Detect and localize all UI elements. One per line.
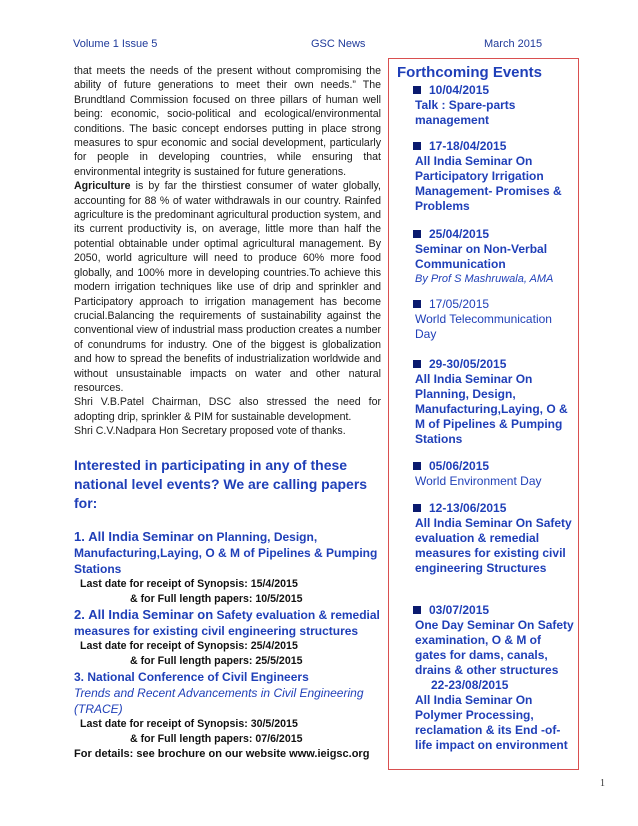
seminar-title bbox=[74, 669, 381, 685]
paragraph-vote-of-thanks: Shri C.V.Nadpara Hon Secretary proposed vote of thanks. bbox=[74, 425, 346, 438]
seminar-title bbox=[74, 607, 381, 639]
synopsis-deadline: Last date for receipt of Synopsis: 25/4/2015 bbox=[80, 639, 298, 652]
event-name: All India Seminar On Planning, Design, Manufacturing,Laying, O & M of Pipelines & Pumping Stations bbox=[415, 372, 568, 446]
event-date-text: 10/04/2015 bbox=[429, 83, 490, 97]
seminar-topic: Planning, Design, Manufacturing,Laying, O & M of Pipelines & Pumping Stations bbox=[74, 529, 378, 576]
event-date-text: 29-30/05/2015 bbox=[429, 357, 507, 371]
event-speaker: By Prof S Mashruwala, AMA bbox=[415, 273, 554, 285]
seminar-number: 2. bbox=[74, 606, 85, 622]
event-date bbox=[413, 297, 575, 312]
event-date bbox=[413, 139, 575, 154]
event-date bbox=[413, 357, 575, 372]
paragraph-agriculture bbox=[74, 179, 381, 395]
square-bullet-icon bbox=[413, 462, 421, 470]
newsletter-name: GSC News bbox=[311, 38, 366, 50]
event-date bbox=[413, 83, 575, 98]
volume-issue: Volume 1 Issue 5 bbox=[73, 38, 158, 50]
square-bullet-icon bbox=[413, 504, 421, 512]
seminar-prefix: All India Seminar on bbox=[88, 528, 214, 544]
event-name: World Environment Day bbox=[415, 474, 542, 488]
page-number: 1 bbox=[600, 778, 605, 789]
seminar-number: 1. bbox=[74, 528, 85, 544]
event-date-text: 12-13/06/2015 bbox=[429, 501, 507, 515]
event-date bbox=[413, 603, 575, 618]
event-date-text: 25/04/2015 bbox=[429, 227, 490, 241]
square-bullet-icon bbox=[413, 606, 421, 614]
event-date bbox=[413, 227, 575, 242]
seminar-number: 3. bbox=[74, 669, 85, 684]
event-name: All India Seminar On Polymer Processing, reclamation & its End -of-life impact on environment bbox=[415, 693, 568, 752]
square-bullet-icon bbox=[413, 86, 421, 94]
event-item bbox=[415, 139, 575, 214]
page-header bbox=[0, 38, 638, 54]
event-date-text: 17/05/2015 bbox=[429, 297, 490, 311]
event-date-text: 03/07/2015 bbox=[429, 603, 490, 617]
seminar-title bbox=[74, 529, 381, 577]
paper-deadline: & for Full length papers: 07/6/2015 bbox=[130, 732, 303, 745]
seminar-prefix: All India Seminar on bbox=[88, 606, 214, 622]
event-name: One Day Seminar On Safety examination, O & M of gates for dams, canals, drains & other structures bbox=[415, 618, 574, 677]
forthcoming-events-box bbox=[388, 58, 579, 770]
event-item bbox=[415, 83, 575, 128]
event-item bbox=[415, 501, 575, 576]
square-bullet-icon bbox=[413, 300, 421, 308]
forthcoming-events-title: Forthcoming Events bbox=[397, 64, 543, 81]
event-date: 22-23/08/2015 bbox=[431, 678, 509, 692]
issue-date: March 2015 bbox=[484, 38, 543, 50]
paragraph-sustainability: that meets the needs of the present without compromising the ability of future generations to meet their own needs.” The Brundtland Commission focused on three pillars of human well being: economic, socio-political and ecological/environmental conditions. The basic concept endorses putting in place strong measures to spur economic and social development, particularly for people in developing countries, while ensuring that environmental integrity is sustained for future generations. bbox=[74, 65, 381, 178]
event-item bbox=[415, 603, 575, 753]
event-name: World Telecommunication Day bbox=[415, 312, 552, 341]
seminar-2 bbox=[74, 607, 381, 669]
seminar-3 bbox=[74, 669, 381, 747]
event-item bbox=[415, 227, 575, 287]
square-bullet-icon bbox=[413, 230, 421, 238]
square-bullet-icon bbox=[413, 142, 421, 150]
event-name: All India Seminar On Safety evaluation & remedial measures for existing civil engineering Structures bbox=[415, 516, 572, 575]
event-item bbox=[415, 459, 575, 489]
paper-deadline: & for Full length papers: 10/5/2015 bbox=[130, 592, 303, 605]
seminar-topic: Safety evaluation & remedial measures for existing civil engineering structures bbox=[74, 607, 380, 638]
event-item bbox=[415, 297, 575, 342]
event-name: Seminar on Non-Verbal Communication bbox=[415, 242, 548, 271]
event-date-text: 17-18/04/2015 bbox=[429, 139, 507, 153]
square-bullet-icon bbox=[413, 360, 421, 368]
call-for-papers-heading: Interested in participating in any of these national level events? We are calling papers for: bbox=[74, 456, 368, 511]
seminar-prefix: National Conference of Civil Engineers bbox=[87, 669, 309, 684]
details-website: For details: see brochure on our website www.ieigsc.org bbox=[74, 747, 370, 760]
event-name: Talk : Spare-parts management bbox=[415, 98, 516, 127]
event-date bbox=[413, 459, 575, 474]
paper-deadline: & for Full length papers: 25/5/2015 bbox=[130, 654, 303, 667]
paragraph-chairman: Shri V.B.Patel Chairman, DSC also stressed the need for adopting drip, sprinkler & PIM for sustainable development. bbox=[74, 396, 381, 423]
synopsis-deadline: Last date for receipt of Synopsis: 15/4/2015 bbox=[80, 577, 298, 590]
main-column bbox=[74, 64, 381, 762]
agriculture-text: is by far the thirstiest consumer of water globally, accounting for 88 % of water withdrawals in our country. Rainfed agriculture is the predominant agricultural production system, and its current productivity is, on average, little more than half the potential obtainable under optimal agricultural management. By 2050, world agriculture will need to produce 60% more food globally, and 100% more in developing countries.To achieve this modern irrigation techniques like use of drip and sprinkler and Participatory approach to irrigation management has become crucial.Balancing the requirements of sustainability against the conventional view of industrial mass production creates a number of conundrums for industry. One of the biggest is globalization and how to spread the benefits of industrialization worldwide and without unsustainable impacts on water and other natural resources. bbox=[74, 180, 381, 394]
agriculture-lead: Agriculture bbox=[74, 180, 131, 193]
seminar-1 bbox=[74, 529, 381, 607]
event-item bbox=[415, 357, 575, 447]
event-name: All India Seminar On Participatory Irrigation Management- Promises & Problems bbox=[415, 154, 562, 213]
event-date-text: 05/06/2015 bbox=[429, 459, 490, 473]
seminar-subtitle: Trends and Recent Advancements in Civil Engineering (TRACE) bbox=[74, 685, 364, 716]
event-date bbox=[413, 501, 575, 516]
synopsis-deadline: Last date for receipt of Synopsis: 30/5/2015 bbox=[80, 717, 298, 730]
